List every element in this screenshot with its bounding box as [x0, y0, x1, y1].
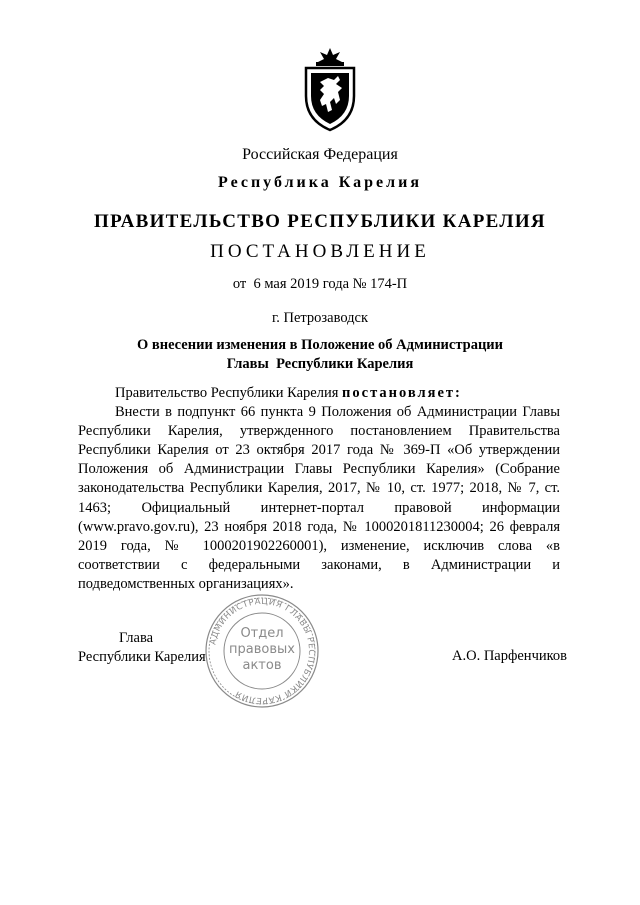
country-name: Российская Федерация [242, 146, 398, 163]
city: г. Петрозаводск [271, 310, 369, 326]
document-subject [0, 336, 640, 374]
intro-paragraph [78, 384, 560, 403]
intro-text: Правительство Республики Карелия [115, 385, 343, 401]
signatory-title-line-2: Республики Карелия [78, 649, 206, 665]
document-type: ПОСТАНОВЛЕНИЕ [210, 241, 430, 262]
signatory-name: А.О. Парфенчиков [452, 648, 568, 664]
stamp-line-3: актов [242, 658, 282, 673]
official-stamp [203, 592, 321, 710]
document-body [78, 384, 560, 594]
date-number: от 6 мая 2019 года № 174-П [232, 276, 408, 292]
karelia-coat-of-arms-icon [298, 46, 362, 132]
intro-verb: постановляет: [342, 385, 462, 401]
signatory-title [78, 629, 206, 667]
main-paragraph: Внести в подпункт 66 пункта 9 Положения об Администрации Главы Республики Карелия, утвержденного постановлением Правительства Республики Карелия от 23 октября 2017 года № 369-П «Об утверждении Положения об Администрации Главы Республики Карелия» (Собрание законодательства Республики Карелия, 2017, № 10, ст. 1977; 2018, № 7, ст. 1463; Официальный интернет-портал правовой информации (www.pravo.gov.ru), 23 ноября 2018 года, № 1000201811230004; 26 февраля 2019 года, № 1000201902260001), изменение, исключив слова «в соответствии с федеральными законами, в Администрации и подведомственных организациях». [78, 404, 560, 592]
government-title: ПРАВИТЕЛЬСТВО РЕСПУБЛИКИ КАРЕЛИЯ [94, 211, 546, 232]
subject-line-1: О внесении изменения в Положение об Администрации [136, 337, 504, 353]
stamp-line-1: Отдел [240, 626, 284, 641]
stamp-line-2: правовых [229, 642, 295, 657]
subject-line-2: Главы Республики Карелия [226, 356, 414, 372]
signatory-title-line-1: Глава [119, 630, 154, 646]
stamp-ring-text: АДМИНИСТРАЦИЯ ГЛАВЫ РЕСПУБЛИКИ КАРЕЛИЯ [208, 596, 317, 706]
republic-name: Республика Карелия [218, 174, 422, 191]
